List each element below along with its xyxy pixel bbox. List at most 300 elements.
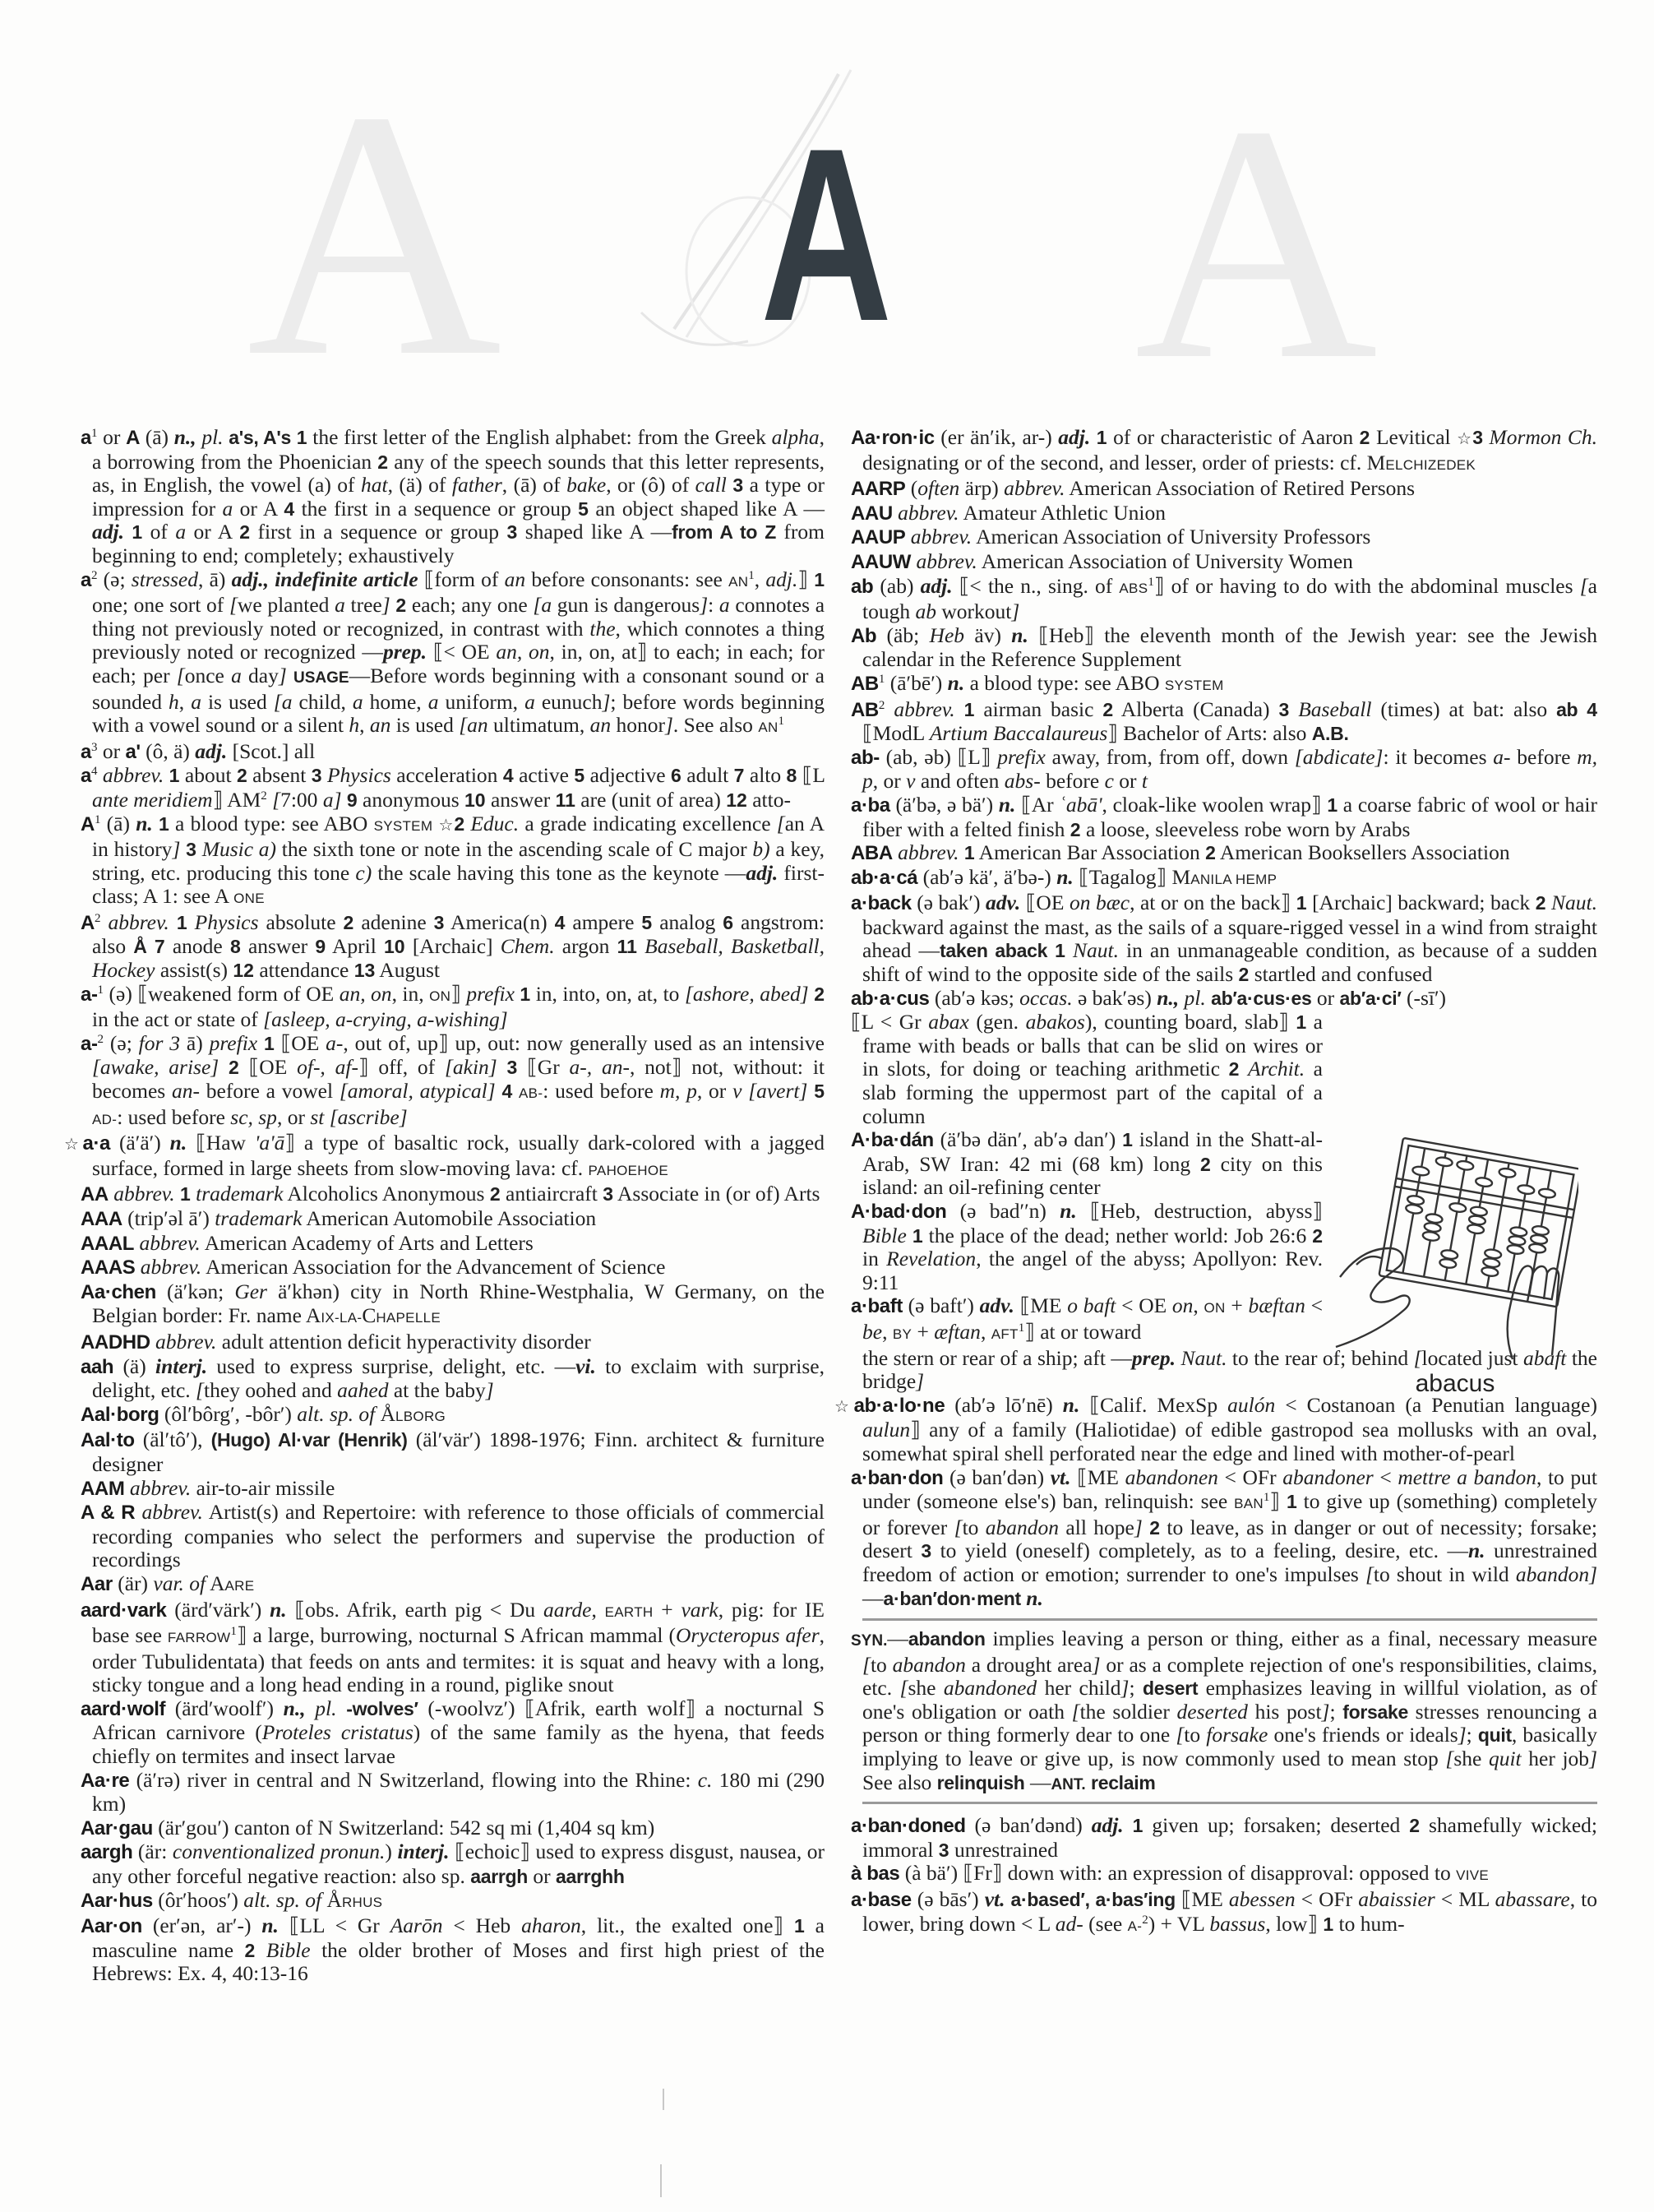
text: designating or of the second, and lesser, order of priests: cf. M (862, 450, 1386, 474)
text: < (1373, 1465, 1398, 1489)
italic-text: trademark (215, 1206, 303, 1230)
text: (ə; (97, 567, 132, 591)
text: island in the Shatt-al-Arab, SW Iran: 42 mi (68 km) long (862, 1127, 1323, 1176)
cross-reference: VIVE (1456, 1867, 1490, 1884)
part-of-speech: n. (1056, 864, 1074, 889)
bold-term: from A to Z (672, 521, 776, 544)
text (291, 425, 297, 449)
italic-text: vark (681, 1597, 718, 1622)
text: the stern or rear of a ship; aft — (862, 1345, 1132, 1370)
italic-text: Heb (929, 622, 965, 647)
italic-text: alt. sp. of (297, 1401, 376, 1426)
italic-text: Ger (234, 1279, 267, 1303)
text: she (1453, 1747, 1489, 1771)
text: , at or on the back⟧ (1130, 891, 1296, 915)
dictionary-entry (81, 911, 825, 983)
text: (-woolvz′) ⟦Afrik, earth wolf⟧ a nocturnal S African carnivore ( (92, 1696, 825, 1745)
text: August (375, 958, 440, 983)
text: before (1040, 769, 1105, 794)
usage-label: USAGE (293, 669, 349, 687)
text: ⟦ME (1070, 1465, 1125, 1489)
text: ⟦LL < Gr (278, 1914, 390, 1938)
sense-number: 8 (786, 765, 797, 787)
text: 180 mi (290 km) (92, 1767, 825, 1816)
text: a drought area (965, 1652, 1093, 1677)
cross-reference: PAHOEHOE (588, 1162, 669, 1178)
text: (ə ban′dən) (943, 1465, 1051, 1489)
italic-text: aulun (862, 1418, 911, 1442)
text: ə bak′əs) (1072, 985, 1157, 1010)
bold-term: taken aback (940, 940, 1048, 962)
text: child, (292, 689, 353, 714)
italic-text: h (169, 689, 179, 714)
text: Alcoholics Anonymous (283, 1182, 490, 1206)
text (187, 910, 195, 934)
text: , or (276, 1104, 311, 1129)
text: , in, (391, 981, 430, 1006)
headword: Ab (851, 624, 877, 647)
text (306, 1696, 316, 1720)
italic-text: ] (1120, 1676, 1130, 1701)
sense-number: 1 (1286, 1491, 1297, 1513)
superscript: 4 (90, 765, 98, 779)
text: honor (611, 713, 665, 738)
text: (ə bad′′n) (946, 1199, 1060, 1223)
text (1124, 1813, 1133, 1837)
italic-text: Physics (194, 909, 259, 934)
text: Å (375, 1401, 396, 1426)
star-icon: ☆ (64, 1136, 83, 1155)
bold-term: (Hugo) Al·var (Henrik) (210, 1429, 408, 1451)
headword: a·a (82, 1132, 110, 1155)
sense-number: 6 (671, 765, 681, 787)
text: air-to-air missile (191, 1475, 335, 1500)
text: ⟧ a large, burrowing, nocturnal S African mammal ( (236, 1623, 677, 1648)
text: argon (554, 934, 617, 959)
text: American Automobile Association (302, 1206, 597, 1230)
headword: Aa·ron·ic (851, 427, 935, 449)
text: , basically implying to leave or give up, is now commonly used to mean stop (862, 1723, 1597, 1771)
text: used to express surprise, delight, etc. — (207, 1354, 576, 1378)
italic-text: a (222, 496, 233, 521)
section-banner (0, 0, 1654, 430)
headword: a (81, 427, 91, 449)
italic-text: [ (1071, 1699, 1080, 1724)
text: a slab forming the uppermost part of the capital of a column (862, 1057, 1323, 1128)
text: active (513, 763, 575, 788)
sense-number: 1 (132, 521, 143, 544)
text: < OE (1116, 1293, 1172, 1318)
text: ⟦< the n., sing. of (952, 573, 1120, 598)
headword: a·ba (851, 794, 890, 817)
text (512, 1079, 519, 1103)
headword: aard·vark (81, 1599, 167, 1622)
text: her job (1521, 1747, 1590, 1771)
sense-number: 12 (726, 789, 747, 811)
text: and often (915, 769, 1005, 794)
text: to the rear of; behind (1227, 1345, 1414, 1370)
headword: AADHD (81, 1330, 150, 1354)
text: ) + VL (1148, 1911, 1210, 1936)
text: ), counting board, slab⟧ (1084, 1010, 1296, 1034)
text: , in, on, at⟧ to each; in each; for each; per (92, 640, 825, 687)
text: ampere (565, 909, 642, 934)
italic-text: an- (172, 1079, 200, 1104)
text: ultimatum, (487, 713, 590, 738)
text: answer (240, 934, 316, 959)
text: or A (233, 496, 284, 521)
text: (ā) (140, 425, 174, 449)
italic-text: ab (915, 599, 936, 624)
bold-term: a·based′, a·bas′ing (1010, 1889, 1176, 1911)
superscript: 2 (878, 698, 885, 712)
superscript: 1 (878, 672, 885, 686)
text: her child (1037, 1676, 1121, 1701)
text: American Association of Retired Persons (1065, 476, 1416, 501)
sense-number: 1 (176, 911, 187, 933)
cross-reference: AD- (92, 1111, 118, 1127)
headword: Aa·re (81, 1769, 130, 1792)
italic-text: call (695, 473, 727, 497)
sense-number: 2 (1359, 427, 1370, 448)
text: ⟦OE (238, 1055, 298, 1080)
text: (ab′ə kä′, ä′bə-) (917, 864, 1057, 889)
sense-number: 3 (433, 911, 445, 933)
italic-text: [ (176, 663, 185, 687)
text: they oohed and (203, 1378, 338, 1403)
italic-text: Artium Baccalaureus (929, 721, 1108, 746)
text: C (362, 1303, 377, 1328)
text: 7:00 (280, 787, 323, 812)
italic-text: [abdicate] (1294, 744, 1384, 769)
cross-reference: ARE (224, 1577, 255, 1594)
italic-text: ] (172, 837, 181, 862)
dictionary-entry (81, 983, 825, 1032)
dictionary-entry (851, 1128, 1323, 1200)
text: day (241, 663, 279, 687)
dictionary-entry (81, 1501, 825, 1572)
italic-text: ] (1321, 1699, 1330, 1724)
cross-reference: BAN (1234, 1496, 1264, 1512)
headword: A·ba·dán (851, 1129, 934, 1152)
italic-text: Naut. (1073, 938, 1119, 963)
text: (ô, ä) (140, 738, 196, 763)
cross-reference: ONE (233, 891, 265, 907)
text (219, 1055, 229, 1079)
part-of-speech: adj. (92, 520, 124, 544)
text: ; before words beginning with a vowel sound or a silent (92, 689, 825, 738)
italic-text: aahed (337, 1378, 389, 1403)
text: or (97, 425, 127, 449)
sense-number: 2 (229, 1057, 239, 1079)
text: American Association of University Women (977, 548, 1353, 573)
text: Amateur Athletic Union (959, 500, 1166, 525)
italic-text: aarde (543, 1597, 592, 1622)
italic-text: [asleep, a-crying, a-wishing] (263, 1007, 508, 1032)
text: airman basic (974, 696, 1103, 721)
part-of-speech: adj., indefinite article (231, 567, 418, 591)
text: ä′khən) city in North Rhine-Westphalia, W Germany, on the Belgian border: Fr. name (92, 1279, 825, 1328)
text: startled and confused (1249, 962, 1433, 987)
headword: ab·a·cá (851, 866, 918, 889)
text: in the act or state of (92, 1007, 264, 1032)
italic-text: Chem. (500, 934, 555, 959)
italic-text: [ (1579, 573, 1588, 598)
dictionary-entry (81, 1232, 825, 1256)
italic-text: Orycteropus afer (676, 1623, 820, 1648)
dictionary-entry (81, 568, 825, 740)
italic-text: [ (273, 689, 282, 714)
italic-text: prefix (997, 744, 1046, 769)
sense-number: 2 (1409, 1815, 1421, 1837)
text: See also (862, 1770, 937, 1794)
superscript: 1 (97, 983, 104, 997)
italic-text: abandon (985, 1515, 1060, 1539)
italic-text: [ascribe] (329, 1104, 408, 1129)
text: in an unmanageable condition, as because of a sudden shift of wind to the opposite side of the sails (862, 938, 1598, 987)
italic-text: abassare (1495, 1887, 1570, 1912)
text: anode (164, 934, 230, 959)
bold-term: aarrghh (556, 1866, 625, 1888)
dictionary-entry (851, 1294, 1323, 1346)
text: , out of, up⟧ up, out: now generally used as an intensive (343, 1030, 825, 1055)
sense-number: 1 (1296, 1011, 1307, 1034)
text: [Archaic] (404, 934, 501, 959)
italic-text: ] (916, 1369, 925, 1394)
headword: AB (851, 672, 879, 695)
dictionary-entry (81, 1572, 825, 1599)
text: to shout in wild (1373, 1562, 1516, 1586)
italic-text: abbrev. (894, 696, 955, 721)
dictionary-entry (81, 1403, 825, 1429)
italic-text: Proteles cristatus (261, 1720, 414, 1745)
text: ⟦Tagalog⟧ M (1073, 864, 1191, 889)
text: about (179, 763, 237, 788)
text: any of the speech sounds that this letter represents, as, in English, the vowel (a) of (92, 449, 825, 497)
text (1090, 425, 1097, 449)
text: ⟦OE (1020, 891, 1070, 915)
dictionary-entry (851, 1011, 1323, 1128)
sense-number: 3 (1472, 427, 1483, 448)
sense-number: 1 (1296, 892, 1307, 914)
sense-number: 1 (264, 1032, 275, 1054)
italic-text: abbrev. (102, 763, 164, 788)
dictionary-entry (81, 1207, 825, 1232)
italic-text: [ (229, 593, 238, 618)
text: home, (363, 689, 428, 714)
headword: aard·wolf (81, 1697, 166, 1720)
part-of-speech: n. (261, 1914, 279, 1938)
text: (ab′ə kəs; (929, 985, 1020, 1010)
cross-reference: RHUS (341, 1894, 383, 1910)
italic-text: Baseball (1298, 696, 1372, 721)
text: (äl′vär′) 1898-1976; Finn. architect & furniture designer (92, 1428, 825, 1476)
cross-reference: EARTH (604, 1603, 654, 1620)
headword: Aa·chen (81, 1280, 156, 1303)
headword: AAUP (851, 526, 906, 549)
text: ⟧ of or having to do with the abdominal muscles (1153, 573, 1580, 598)
sense-number: 12 (233, 960, 254, 982)
star-icon: ☆ (834, 1397, 854, 1416)
italic-text: var. of (153, 1571, 206, 1595)
headword: A & R (81, 1502, 136, 1525)
text: to give up (something) completely or forever (862, 1489, 1597, 1539)
cross-reference: ABS (1119, 580, 1148, 596)
italic-text: c. (697, 1767, 713, 1792)
dictionary-entry (81, 1032, 825, 1131)
sense-number: 1 (1122, 1129, 1133, 1151)
sense-number: 5 (641, 911, 653, 933)
italic-text: Baseball, Basketball, Hockey (92, 934, 825, 983)
italic-text: ] (700, 593, 709, 618)
text: American Booksellers Association (1215, 840, 1510, 865)
text (153, 812, 159, 835)
italic-text: a- (1493, 744, 1511, 769)
bold-term: ab′a·cus·es (1211, 987, 1312, 1009)
text: , lit., the exalted one⟧ (580, 1914, 794, 1938)
italic-text: [ (1413, 1345, 1422, 1370)
bold-term: A.B. (1311, 723, 1349, 745)
sense-number: 11 (555, 789, 575, 811)
text: answer (485, 787, 556, 812)
text: + (912, 1319, 935, 1344)
part-of-speech: n. (1060, 1199, 1077, 1223)
cross-reference: AN (728, 573, 749, 590)
italic-text: a (231, 663, 242, 687)
bold-term: quit (1477, 1724, 1512, 1747)
dictionary-entry (81, 1697, 825, 1769)
part-of-speech: adv. (985, 891, 1021, 915)
cross-reference: SYSTEM (373, 817, 433, 834)
text: (äl′tô′), (134, 1428, 211, 1452)
text: located just (1421, 1345, 1523, 1370)
italic-text: [ (1176, 1723, 1185, 1747)
cross-reference: SYSTEM (1164, 677, 1224, 693)
abacus-figure (1332, 1125, 1578, 1421)
sense-number: 9 (346, 789, 358, 811)
sense-number: 2 (1205, 842, 1216, 864)
headword: a·baft (851, 1295, 903, 1318)
italic-text: a) (258, 837, 277, 862)
italic-text: ] (1589, 1562, 1597, 1586)
italic-text: [ (954, 1515, 963, 1539)
headword: a' (125, 740, 141, 763)
text: of or characteristic of Aaron (1107, 425, 1360, 449)
text: ⟦< OE (427, 640, 497, 664)
headword: ab·a·lo·ne (853, 1394, 945, 1417)
sense-number: 7 (154, 936, 165, 958)
dictionary-entry (851, 624, 1597, 672)
sense-number: 2 (454, 812, 465, 835)
italic-text: [ (1445, 1747, 1454, 1771)
text: A (305, 1303, 321, 1328)
text: a frame with beads or balls that can be slid on wires or in slots, for doing or teaching arithmetic (862, 1010, 1323, 1081)
italic-text: c) (355, 860, 372, 885)
text: ⟧ any of a family (Haliotidae) of edible gastropod sea mollusks with an oval, somewhat spiral shell perforated near the edge and lined with mother-of-pearl (862, 1418, 1597, 1465)
superscript: 1 (748, 568, 755, 582)
text: is used (201, 689, 274, 714)
italic-text: abbrev. (898, 840, 959, 865)
text: in, into, on, at, to (530, 981, 685, 1006)
text: the bridge (862, 1345, 1597, 1394)
sense-number: 1 (963, 698, 975, 720)
dictionary-entry (851, 1888, 1597, 1938)
text: absolute (258, 909, 344, 934)
italic-text: Revelation (886, 1247, 977, 1271)
cross-reference: ELCHIZEDEK (1385, 456, 1476, 473)
text: ; (1466, 1723, 1478, 1747)
text: , order Tubulidentata) that feeds on ants and termites: it is squat and heavy with a long, sticky tongue and a long head ending in a round, piglike snout (92, 1623, 825, 1697)
italic-text: c (1104, 769, 1114, 794)
italic-text: t (1141, 769, 1148, 794)
part-of-speech: adj. (1091, 1813, 1124, 1838)
text: , (980, 1319, 991, 1344)
italic-text: abbrev. (139, 1230, 201, 1255)
text: ⟧ at or toward (1024, 1319, 1142, 1344)
text: ⟧ AM (212, 787, 261, 812)
text: his post (1247, 1699, 1322, 1724)
sense-number: 2 (1149, 1516, 1160, 1539)
text: one's friends or ideals (1268, 1723, 1458, 1747)
text: first in a sequence or group (250, 520, 507, 544)
bold-term: aarrgh (470, 1866, 529, 1888)
text (257, 1031, 264, 1055)
italic-text: for 3 (138, 1030, 181, 1055)
dictionary-entry (64, 1131, 825, 1182)
dictionary-entry (851, 841, 1597, 866)
italic-text: be (862, 1319, 883, 1344)
cross-reference: ON (1204, 1300, 1226, 1317)
text: adjective (584, 763, 672, 788)
headword: a·ban·don (851, 1466, 944, 1489)
superscript: 2 (94, 911, 101, 925)
italic-text: aharon (521, 1914, 581, 1938)
italic-text: aulón (1227, 1392, 1276, 1417)
italic-text: on (1171, 1293, 1194, 1318)
text: + (1225, 1293, 1249, 1318)
text: before a vowel (200, 1079, 340, 1104)
italic-text: v (732, 1079, 742, 1104)
sense-number: 11 (617, 936, 637, 958)
text: away, from, from off, down (1045, 744, 1295, 769)
text: , (1193, 1293, 1204, 1318)
superscript: 1 (1018, 1321, 1025, 1335)
sense-number: 3 (506, 1057, 518, 1079)
italic-text: [avert] (748, 1079, 808, 1104)
text: (er′ən, ar′-) (141, 1914, 262, 1938)
superscript: 1 (90, 427, 98, 440)
text: all hope (1059, 1515, 1134, 1539)
italic-text: Mormon Ch. (1489, 425, 1598, 449)
italic-text: ] (1458, 1723, 1467, 1747)
cross-reference: HAPELLE (376, 1310, 441, 1326)
dictionary-entry (851, 891, 1597, 986)
text: of (142, 520, 176, 544)
italic-text: a (335, 593, 345, 618)
text: to leave, as in danger or out of necessity; forsake; desert (862, 1515, 1597, 1563)
italic-text: ] (1589, 1747, 1597, 1771)
dictionary-entry (851, 672, 1597, 698)
sense-number: 4 (284, 497, 295, 520)
dictionary-entry (81, 812, 825, 911)
cross-reference: A- (1127, 1918, 1143, 1934)
italic-text: Archit. (1247, 1057, 1305, 1081)
italic-text: Bible (862, 1223, 907, 1247)
sense-number: 2 (489, 1183, 501, 1205)
superscript: 1 (94, 812, 101, 826)
italic-text: abakos (1025, 1010, 1085, 1034)
headword: AARP (851, 478, 906, 501)
